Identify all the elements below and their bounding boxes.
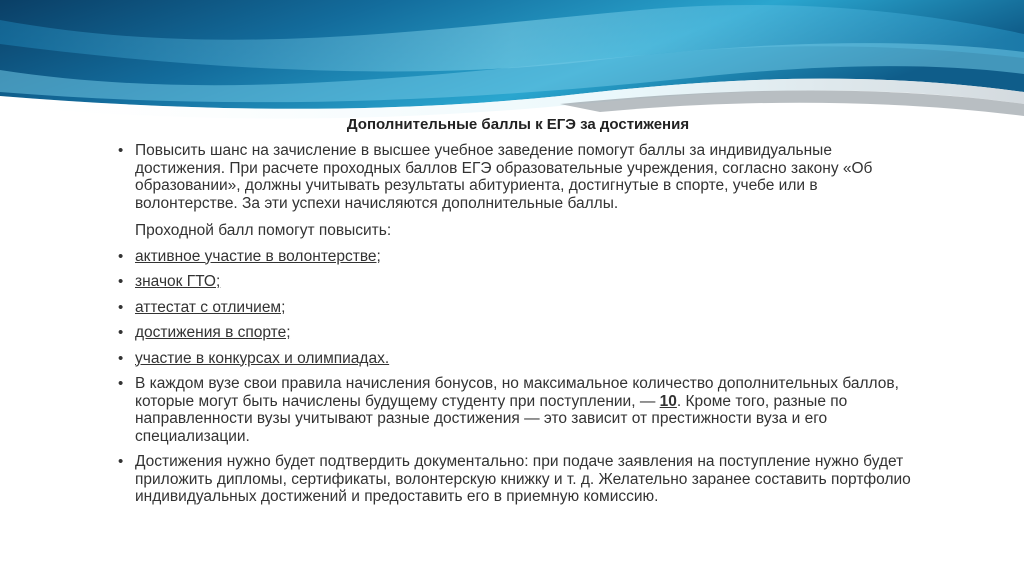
- intro-paragraph: [118, 142, 918, 212]
- bullet-marker: •: [118, 142, 124, 159]
- intro-text: Повысить шанс на зачисление в высшее учебное заведение помогут баллы за индивидуальные достижения. При расчете проходных баллов ЕГЭ образовательные учреждения, согласно закону «Об образовании», должны учитывать результаты абитуриента, достигнутые в спорте, учебе или в волонтерстве. За эти успехи начисляются дополнительные баллы.: [135, 142, 873, 212]
- list-item: [118, 324, 918, 342]
- proof-text: Достижения нужно будет подтвердить документально: при подаче заявления на поступление нужно будет приложить дипломы, сертификаты, волонтерскую книжку и т. д. Желательно заранее составить портфолио индивидуальных достижений и предоставить его в приемную комиссию.: [135, 453, 911, 505]
- bullet-marker: •: [118, 298, 124, 316]
- bonus-paragraph: [118, 375, 918, 445]
- bullet-marker: •: [118, 247, 124, 265]
- bullet-marker: •: [118, 375, 124, 392]
- list-link-olympiads[interactable]: участие в конкурсах и олимпиадах.: [135, 349, 390, 367]
- list-link-gto[interactable]: значок ГТО;: [135, 273, 221, 290]
- subheading: Проходной балл помогут повысить:: [135, 222, 392, 239]
- proof-paragraph: [118, 453, 918, 506]
- list-link-honors[interactable]: аттестат с отличием;: [135, 298, 286, 316]
- list-item: [118, 299, 918, 317]
- list-link-volunteering[interactable]: активное участие в волонтерстве;: [135, 247, 381, 265]
- bullet-marker: •: [118, 349, 124, 367]
- bullet-marker: •: [118, 453, 124, 470]
- list-link-sports[interactable]: достижения в спорте;: [135, 324, 291, 341]
- list-item: [118, 350, 918, 368]
- slide-content: [118, 116, 918, 514]
- list-item: [118, 248, 918, 266]
- bullet-marker: •: [118, 324, 124, 341]
- slide-title: Дополнительные баллы к ЕГЭ за достижения: [346, 116, 690, 133]
- bullet-marker: •: [118, 273, 124, 290]
- bonus-text-before: В каждом вузе свои правила начисления бонусов, но максимальное количество дополнительных баллов, которые могут быть начислены будущему студенту при поступлении, —: [135, 375, 899, 410]
- list-item: [118, 273, 918, 291]
- bonus-text-after: . Кроме того, разные по направленности вузы учитывают разные достижения — это зависит от престижности вуза и его специализации.: [135, 392, 848, 445]
- bonus-max-value: 10: [659, 392, 677, 410]
